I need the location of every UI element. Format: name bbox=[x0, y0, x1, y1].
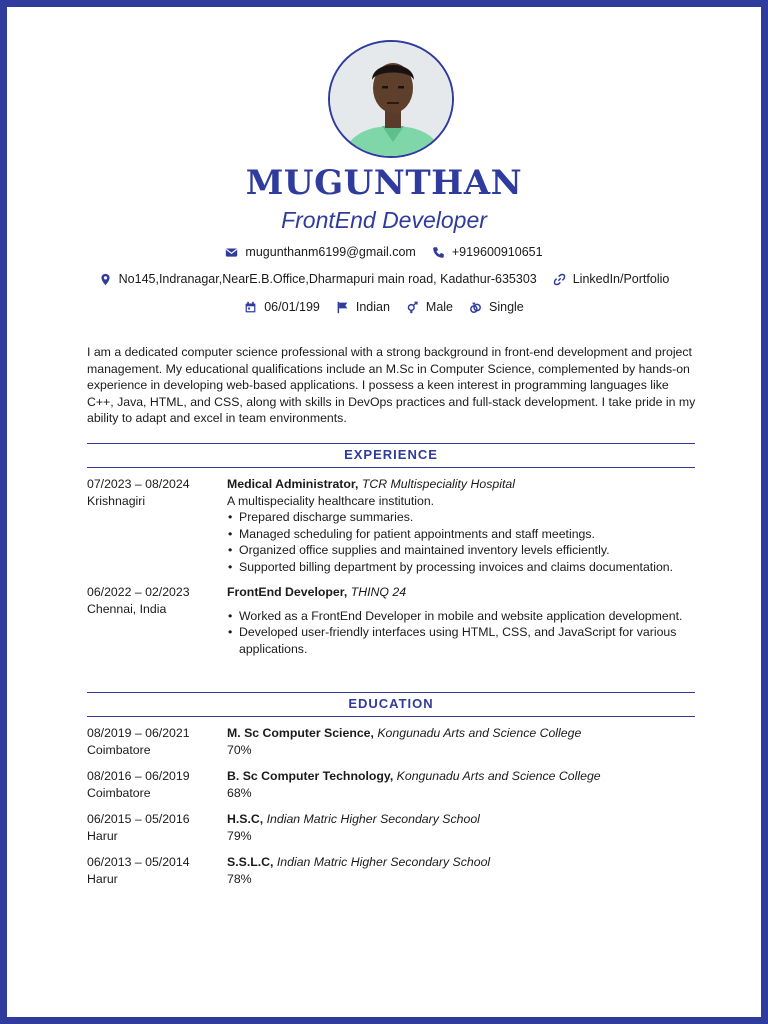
email-text: mugunthanm6199@gmail.com bbox=[245, 245, 416, 259]
entry-bullets bbox=[227, 509, 697, 575]
entry-meta bbox=[87, 476, 217, 509]
entry-org: Indian Matric Higher Secondary School bbox=[276, 855, 491, 869]
portfolio-link-text: LinkedIn/Portfolio bbox=[572, 272, 670, 286]
experience-heading: EXPERIENCE bbox=[87, 443, 695, 468]
entry-description: A multispeciality healthcare institution. bbox=[227, 493, 435, 508]
entry-org: Kongunadu Arts and Science College bbox=[377, 726, 582, 740]
candidate-name: MUGUNTHAN bbox=[245, 163, 523, 203]
entry-dates: 07/2023 – 08/2024 bbox=[87, 477, 190, 491]
entry-title: B. Sc Computer Technology, bbox=[227, 769, 394, 783]
entry-score: 68% bbox=[227, 785, 252, 800]
entry-details bbox=[227, 476, 697, 576]
entry-details bbox=[227, 811, 697, 844]
entry-org: THINQ 24 bbox=[350, 585, 407, 599]
entry-dates: 08/2019 – 06/2021 bbox=[87, 726, 190, 740]
flag-icon bbox=[336, 301, 349, 314]
entry-score: 79% bbox=[227, 828, 252, 843]
entry-dates: 06/2022 – 02/2023 bbox=[87, 585, 190, 599]
address-text: No145,Indranagar,NearE.B.Office,Dharmapuri main road, Kadathur-635303 bbox=[118, 272, 537, 286]
gender-item bbox=[406, 300, 453, 314]
contact-row-3 bbox=[7, 300, 761, 314]
marital-text: Single bbox=[489, 300, 524, 314]
phone-icon bbox=[432, 246, 445, 259]
dob-item bbox=[244, 300, 320, 314]
phone-text: +919600910651 bbox=[451, 245, 543, 259]
entry-meta bbox=[87, 768, 217, 801]
entry-dates: 06/2013 – 05/2014 bbox=[87, 855, 190, 869]
portfolio-link[interactable] bbox=[553, 272, 670, 286]
phone-item[interactable] bbox=[432, 245, 543, 259]
entry-org: Kongunadu Arts and Science College bbox=[396, 769, 601, 783]
bullet-item: • Developed user-friendly interfaces using HTML, CSS, and JavaScript for various applications. bbox=[227, 624, 697, 657]
gender-icon bbox=[406, 301, 419, 314]
entry-location: Krishnagiri bbox=[87, 493, 146, 508]
entry-score: 70% bbox=[227, 742, 252, 757]
entry-title: M. Sc Computer Science, bbox=[227, 726, 374, 740]
bullet-item: • Managed scheduling for patient appointments and staff meetings. bbox=[227, 526, 697, 543]
entry-details bbox=[227, 854, 697, 887]
entry-dates: 06/2015 – 05/2016 bbox=[87, 812, 190, 826]
marital-item bbox=[469, 300, 524, 314]
entry-title: S.S.L.C, bbox=[227, 855, 274, 869]
rings-icon bbox=[469, 301, 482, 314]
address-item bbox=[99, 272, 537, 286]
entry-details bbox=[227, 584, 697, 657]
entry-org: Indian Matric Higher Secondary School bbox=[266, 812, 480, 826]
profile-summary: I am a dedicated computer science professional with a strong background in front-end development and project management. My educational qualifications include an M.Sc in Computer Science, complemented by hands-on experience in developing web-based applications. I possess a keen interest in programming languages like C++, Java, HTML, and CSS, along with skills in DevOps practices and full-stack development. I take pride in my ability to adapt and excel in team environments. bbox=[87, 345, 696, 426]
entry-score: 78% bbox=[227, 871, 252, 886]
bullet-item: • Organized office supplies and maintained inventory levels efficiently. bbox=[227, 542, 697, 559]
entry-location: Harur bbox=[87, 871, 118, 886]
gender-text: Male bbox=[425, 300, 453, 314]
contact-row-1 bbox=[7, 245, 761, 259]
entry-meta bbox=[87, 811, 217, 844]
candidate-role: FrontEnd Developer bbox=[281, 207, 487, 233]
entry-details bbox=[227, 768, 697, 801]
location-pin-icon bbox=[99, 273, 112, 286]
profile-photo bbox=[328, 40, 454, 158]
entry-bullets bbox=[227, 608, 697, 658]
entry-meta bbox=[87, 725, 217, 758]
entry-meta bbox=[87, 584, 217, 617]
link-icon bbox=[553, 273, 566, 286]
entry-location: Harur bbox=[87, 828, 118, 843]
calendar-icon bbox=[244, 301, 257, 314]
entry-title: H.S.C, bbox=[227, 812, 264, 826]
entry-location: Chennai, India bbox=[87, 601, 167, 616]
entry-title: FrontEnd Developer, bbox=[227, 585, 348, 599]
mail-icon bbox=[225, 246, 238, 259]
dob-text: 06/01/199 bbox=[264, 300, 320, 314]
bullet-item: • Prepared discharge summaries. bbox=[227, 509, 697, 526]
bullet-item: • Worked as a FrontEnd Developer in mobile and website application development. bbox=[227, 608, 697, 625]
entry-org: TCR Multispeciality Hospital bbox=[361, 477, 515, 491]
education-heading: EDUCATION bbox=[87, 692, 695, 717]
entry-dates: 08/2016 – 06/2019 bbox=[87, 769, 190, 783]
entry-meta bbox=[87, 854, 217, 887]
entry-details bbox=[227, 725, 697, 758]
entry-title: Medical Administrator, bbox=[227, 477, 359, 491]
nationality-item bbox=[336, 300, 390, 314]
entry-location: Coimbatore bbox=[87, 742, 151, 757]
nationality-text: Indian bbox=[355, 300, 390, 314]
bullet-item: • Supported billing department by processing invoices and claims documentation. bbox=[227, 559, 697, 576]
contact-row-2 bbox=[7, 272, 761, 286]
email-item[interactable] bbox=[225, 245, 415, 259]
entry-location: Coimbatore bbox=[87, 785, 151, 800]
